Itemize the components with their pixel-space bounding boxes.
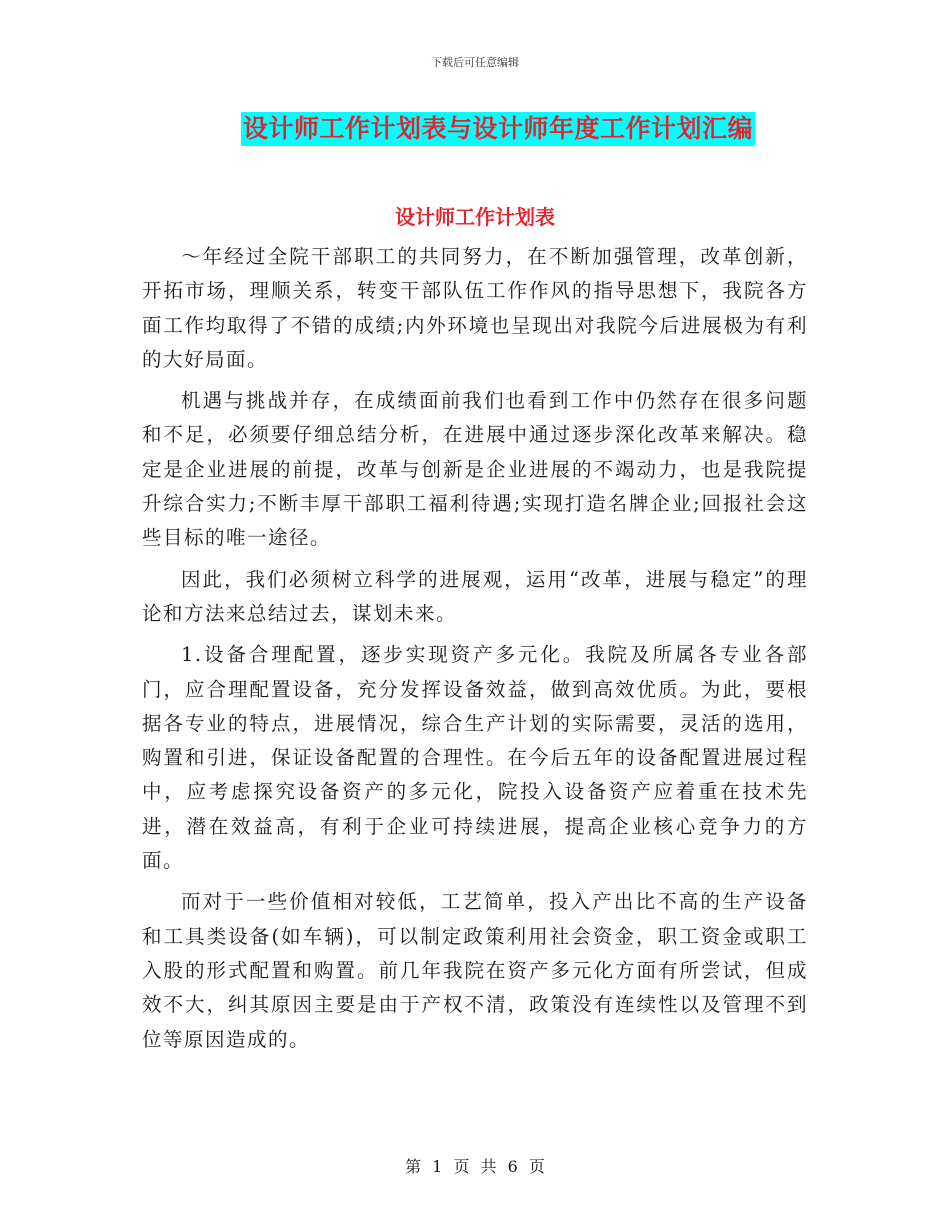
- main-title-container: [0, 112, 950, 146]
- page-footer: 第 1 页 共 6 页: [405, 1157, 545, 1176]
- paragraph-4: 1.设备合理配置，逐步实现资产多元化。我院及所属各专业各部门，应合理配置设备，充分发挥设备效益，做到高效优质。为此，要根据各专业的特点，进展情况，综合生产计划的实际需要，灵活的选用，购置和引进，保证设备配置的合理性。在今后五年的设备配置进展过程中，应考虑探究设备资产的多元化，院投入设备资产应着重在技术先进，潜在效益高，有利于企业可持续进展，提高企业核心竞争力的方面。: [142, 643, 808, 873]
- paragraph-5: 而对于一些价值相对较低，工艺简单，投入产出比不高的生产设备和工具类设备(如车辆)，可以制定政策利用社会资金，职工资金或职工入股的形式配置和购置。前几年我院在资产多元化方面有所尝试，但成效不大，纠其原因主要是由于产权不清，政策没有连续性以及管理不到位等原因造成的。: [142, 890, 808, 1051]
- paragraph-2: 机遇与挑战并存，在成绩面前我们也看到工作中仍然存在很多问题和不足，必须要仔细总结分析，在进展中通过逐步深化改革来解决。稳定是企业进展的前提，改革与创新是企业进展的不竭动力，也是我院提升综合实力;不断丰厚干部职工福利待遇;实现打造名牌企业;回报社会这些目标的唯一途径。: [142, 389, 808, 550]
- header-note: 下载后可任意编辑: [431, 56, 519, 69]
- section-title: 设计师工作计划表: [395, 205, 555, 229]
- main-title: 设计师工作计划表与设计师年度工作计划汇编: [241, 112, 755, 146]
- paragraph-1: ～年经过全院干部职工的共同努力，在不断加强管理，改革创新，开拓市场，理顺关系，转变干部队伍工作作风的指导思想下，我院各方面工作均取得了不错的成绩;内外环境也呈现出对我院今后进展极为有利的大好局面。: [142, 245, 808, 371]
- body-text: [142, 240, 808, 1057]
- paragraph-3: 因此，我们必须树立科学的进展观，运用“改革，进展与稳定”的理论和方法来总结过去，谋划未来。: [142, 567, 808, 625]
